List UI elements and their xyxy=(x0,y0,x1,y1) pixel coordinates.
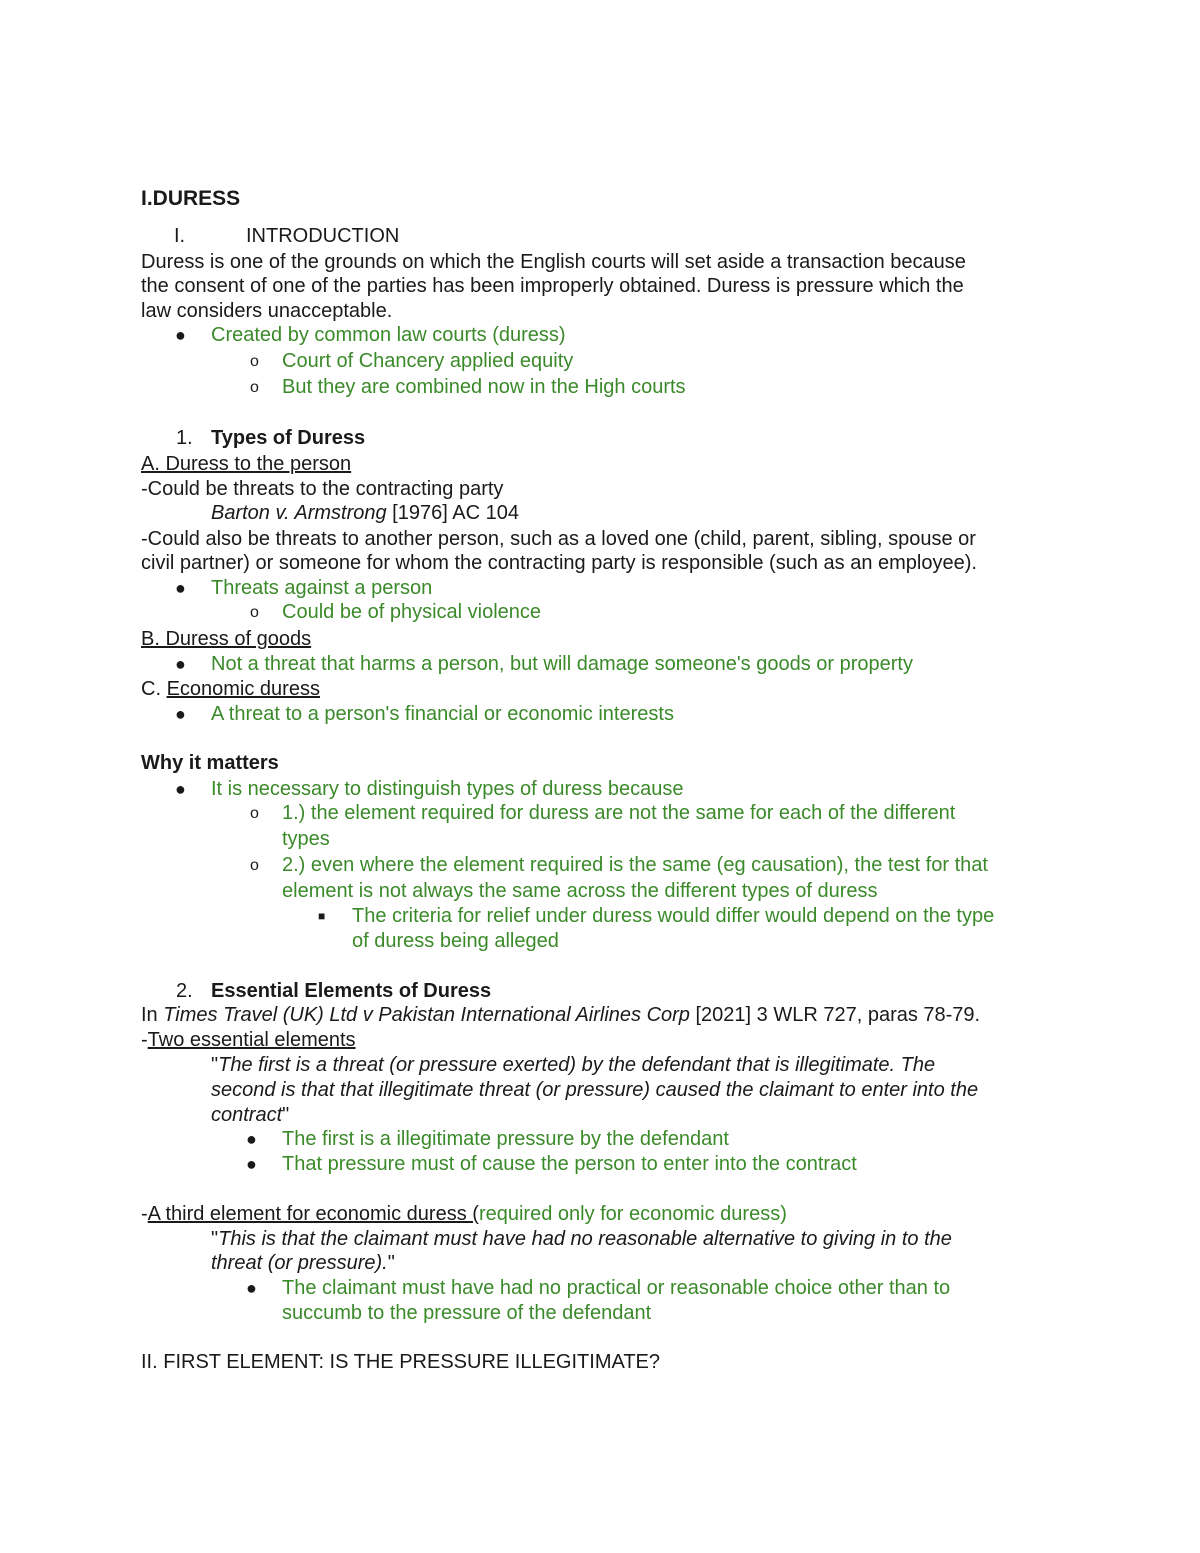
subsection-title: B. Duress of goods xyxy=(141,628,312,650)
quote-line: threat (or pressure)." xyxy=(211,1252,395,1274)
intro-para-line: law considers unacceptable. xyxy=(141,300,393,322)
doc-title: I.DURESS xyxy=(141,187,241,210)
note-bullet: It is necessary to distinguish types of duress because xyxy=(211,778,684,800)
case-cite: [1976] AC 104 xyxy=(386,502,519,524)
note-bullet: Created by common law courts (duress) xyxy=(211,324,566,346)
note-subbullet: Could be of physical violence xyxy=(282,601,542,623)
bullet-disc-icon: ● xyxy=(175,578,186,598)
bullet-circle-icon: o xyxy=(250,857,259,874)
case-cite: [2021] 3 WLR 727, paras 78-79. xyxy=(689,1004,981,1026)
note-subsubbullet-cont: of duress being alleged xyxy=(352,930,559,952)
quote-line: "The first is a threat (or pressure exerted) by the defendant that is illegitimate. The xyxy=(211,1054,936,1076)
note-bullet: Not a threat that harms a person, but will damage someone's goods or property xyxy=(211,653,913,675)
essential-heading: Essential Elements of Duress xyxy=(211,980,492,1002)
types-heading: Types of Duress xyxy=(211,427,366,449)
subsection-title: C. Economic duress xyxy=(141,678,320,700)
note-bullet: The claimant must have had no practical or reasonable choice other than to xyxy=(282,1277,951,1299)
bullet-disc-icon: ● xyxy=(246,1129,257,1149)
note-bullet: A threat to a person's financial or economic interests xyxy=(211,703,674,725)
bullet-square-icon: ■ xyxy=(318,909,326,923)
note-subbullet-cont: types xyxy=(282,828,330,850)
subsection-title: -Two essential elements xyxy=(141,1029,356,1051)
bullet-circle-icon: o xyxy=(250,805,259,822)
note-subbullet-cont: element is not always the same across the different types of duress xyxy=(282,880,878,902)
text-line: civil partner) or someone for whom the contracting party is responsible (such as an employee). xyxy=(141,552,977,574)
text-line: -Could also be threats to another person, such as a loved one (child, parent, sibling, spouse or xyxy=(141,528,976,550)
intro-para-line: Duress is one of the grounds on which the English courts will set aside a transaction because xyxy=(141,251,966,273)
why-heading: Why it matters xyxy=(141,752,279,774)
note-subsubbullet: The criteria for relief under duress would differ would depend on the type xyxy=(352,905,995,927)
intro-para-line: the consent of one of the parties has been improperly obtained. Duress is pressure which the xyxy=(141,275,964,297)
note-bullet-cont: succumb to the pressure of the defendant xyxy=(282,1302,652,1324)
note-bullet: The first is a illegitimate pressure by the defendant xyxy=(282,1128,729,1150)
note-bullet: That pressure must of cause the person to enter into the contract xyxy=(282,1153,857,1175)
text-line: -Could be threats to the contracting party xyxy=(141,478,504,500)
quote-line: "This is that the claimant must have had no reasonable alternative to giving in to the xyxy=(211,1228,952,1250)
case-name: Times Travel (UK) Ltd v Pakistan International Airlines Corp xyxy=(163,1004,690,1026)
note-subbullet: Court of Chancery applied equity xyxy=(282,350,574,372)
bullet-circle-icon: o xyxy=(250,353,259,370)
note-subbullet: 2.) even where the element required is the same (eg causation), the test for that xyxy=(282,854,988,876)
note-bullet: Threats against a person xyxy=(211,577,433,599)
essential-number: 2. xyxy=(176,980,193,1002)
types-number: 1. xyxy=(176,427,193,449)
subsection-title: -A third element for economic duress (required only for economic duress) xyxy=(141,1203,787,1225)
quote-line: second is that that illegitimate threat (or pressure) caused the claimant to enter into the xyxy=(211,1079,979,1101)
bullet-circle-icon: o xyxy=(250,379,259,396)
note-subbullet: 1.) the element required for duress are not the same for each of the different xyxy=(282,802,956,824)
intro-number: I. xyxy=(174,225,186,247)
bullet-disc-icon: ● xyxy=(175,654,186,674)
intro-heading: INTRODUCTION xyxy=(246,225,400,247)
case-name: Barton v. Armstrong xyxy=(211,502,387,524)
bullet-disc-icon: ● xyxy=(175,325,186,345)
bullet-disc-icon: ● xyxy=(175,779,186,799)
section-heading: II. FIRST ELEMENT: IS THE PRESSURE ILLEGITIMATE? xyxy=(141,1351,661,1373)
case-citation: In Times Travel (UK) Ltd v Pakistan International Airlines Corp [2021] 3 WLR 727, paras 78-79. xyxy=(141,1004,981,1026)
note-subbullet: But they are combined now in the High courts xyxy=(282,376,686,398)
bullet-circle-icon: o xyxy=(250,604,259,621)
quote-line: contract" xyxy=(211,1104,290,1126)
subsection-title: A. Duress to the person xyxy=(141,453,352,475)
case-citation xyxy=(211,501,519,526)
bullet-disc-icon: ● xyxy=(175,704,186,724)
bullet-disc-icon: ● xyxy=(246,1154,257,1174)
bullet-disc-icon: ● xyxy=(246,1278,257,1298)
